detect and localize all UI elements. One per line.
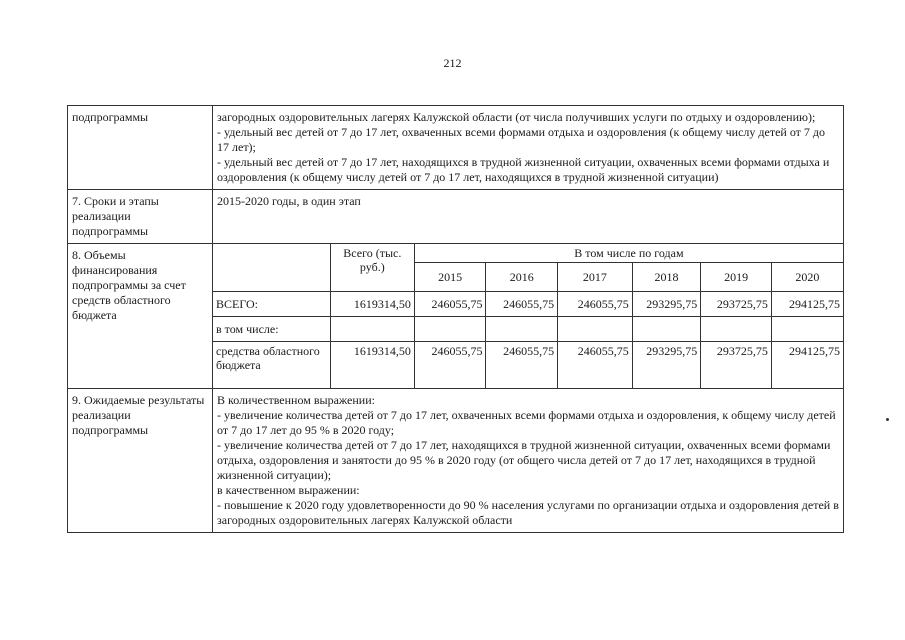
result-line: в качественном выражении: [217, 483, 360, 497]
years-header: В том числе по годам [414, 244, 843, 263]
terms-label: 7. Сроки и этапы реализации подпрограммы [68, 190, 213, 244]
year-header: 2018 [632, 263, 701, 292]
line-name: средства областного бюджета [213, 342, 330, 389]
year-value: 294125,75 [771, 342, 843, 389]
financing-row [68, 244, 844, 389]
total-header: Всего (тыс. руб.) [330, 244, 414, 292]
indicators-label: подпрограммы [68, 106, 213, 190]
financing-header-empty [213, 244, 330, 292]
result-line: - увеличение количества детей от 7 до 17 лет, охваченных всеми формами отдыха и оздоровления, к общему числу детей от 7 до 17 лет до 95 % в 2020 году; [217, 408, 836, 437]
page-number: 212 [443, 56, 462, 70]
financing-table [213, 244, 843, 388]
year-value: 246055,75 [414, 342, 486, 389]
line-total: 1619314,50 [330, 342, 414, 389]
indicator-line: загородных оздоровительных лагерях Калужской области (от числа получивших услуги по отдыху и оздоровлению); [217, 110, 816, 124]
year-value: 293295,75 [632, 292, 701, 317]
year-value: 293725,75 [701, 292, 772, 317]
result-line: - повышение к 2020 году удовлетворенности до 90 % населения услугами по организации отдыха и оздоровления детей в загородных оздоровительных лагерях Калужской области [217, 498, 839, 527]
results-row [68, 389, 844, 533]
scan-speck [886, 418, 889, 421]
year-value [771, 317, 843, 342]
financing-total-row [213, 292, 843, 317]
financing-cell [213, 244, 844, 389]
year-header: 2017 [558, 263, 633, 292]
year-value [558, 317, 633, 342]
year-value: 246055,75 [486, 292, 558, 317]
year-value: 246055,75 [558, 292, 633, 317]
line-total [330, 317, 414, 342]
indicators-row [68, 106, 844, 190]
line-name: ВСЕГО: [213, 292, 330, 317]
year-value: 294125,75 [771, 292, 843, 317]
results-label: 9. Ожидаемые результаты реализации подпрограммы [68, 389, 213, 533]
year-header: 2016 [486, 263, 558, 292]
passport-table [67, 105, 844, 533]
result-line: В количественном выражении: [217, 393, 375, 407]
terms-value: 2015-2020 годы, в один этап [213, 190, 844, 244]
year-header: 2015 [414, 263, 486, 292]
year-value: 246055,75 [414, 292, 486, 317]
line-name: в том числе: [213, 317, 330, 342]
year-value: 246055,75 [558, 342, 633, 389]
terms-row [68, 190, 844, 244]
indicators-value [213, 106, 844, 190]
financing-header-row [213, 244, 843, 263]
year-value [414, 317, 486, 342]
line-total: 1619314,50 [330, 292, 414, 317]
financing-including-row [213, 317, 843, 342]
indicator-line: - удельный вес детей от 7 до 17 лет, находящихся в трудной жизненной ситуации, охваченных всеми формами отдыха и оздоровления (к общему числу детей от 7 до 17 лет, находящихся в трудной жизненной ситуации) [217, 155, 830, 184]
financing-regional-row [213, 342, 843, 389]
financing-label: 8. Объемы финансирования подпрограммы за счет средств областного бюджета [68, 244, 213, 389]
indicator-line: - удельный вес детей от 7 до 17 лет, охваченных всеми формами отдыха и оздоровления (к общему числу детей от 7 до 17 лет); [217, 125, 826, 154]
year-header: 2020 [771, 263, 843, 292]
year-value [701, 317, 772, 342]
results-value [213, 389, 844, 533]
year-value: 246055,75 [486, 342, 558, 389]
year-header: 2019 [701, 263, 772, 292]
year-value: 293725,75 [701, 342, 772, 389]
year-value [632, 317, 701, 342]
year-value [486, 317, 558, 342]
result-line: - увеличение количества детей от 7 до 17 лет, находящихся в трудной жизненной ситуации, охваченных всеми формами отдыха, оздоровления и занятости до 95 % в 2020 году (от общего числа детей от 7 до 17 лет, находящихся в трудной жизненной ситуации); [217, 438, 831, 482]
year-value: 293295,75 [632, 342, 701, 389]
